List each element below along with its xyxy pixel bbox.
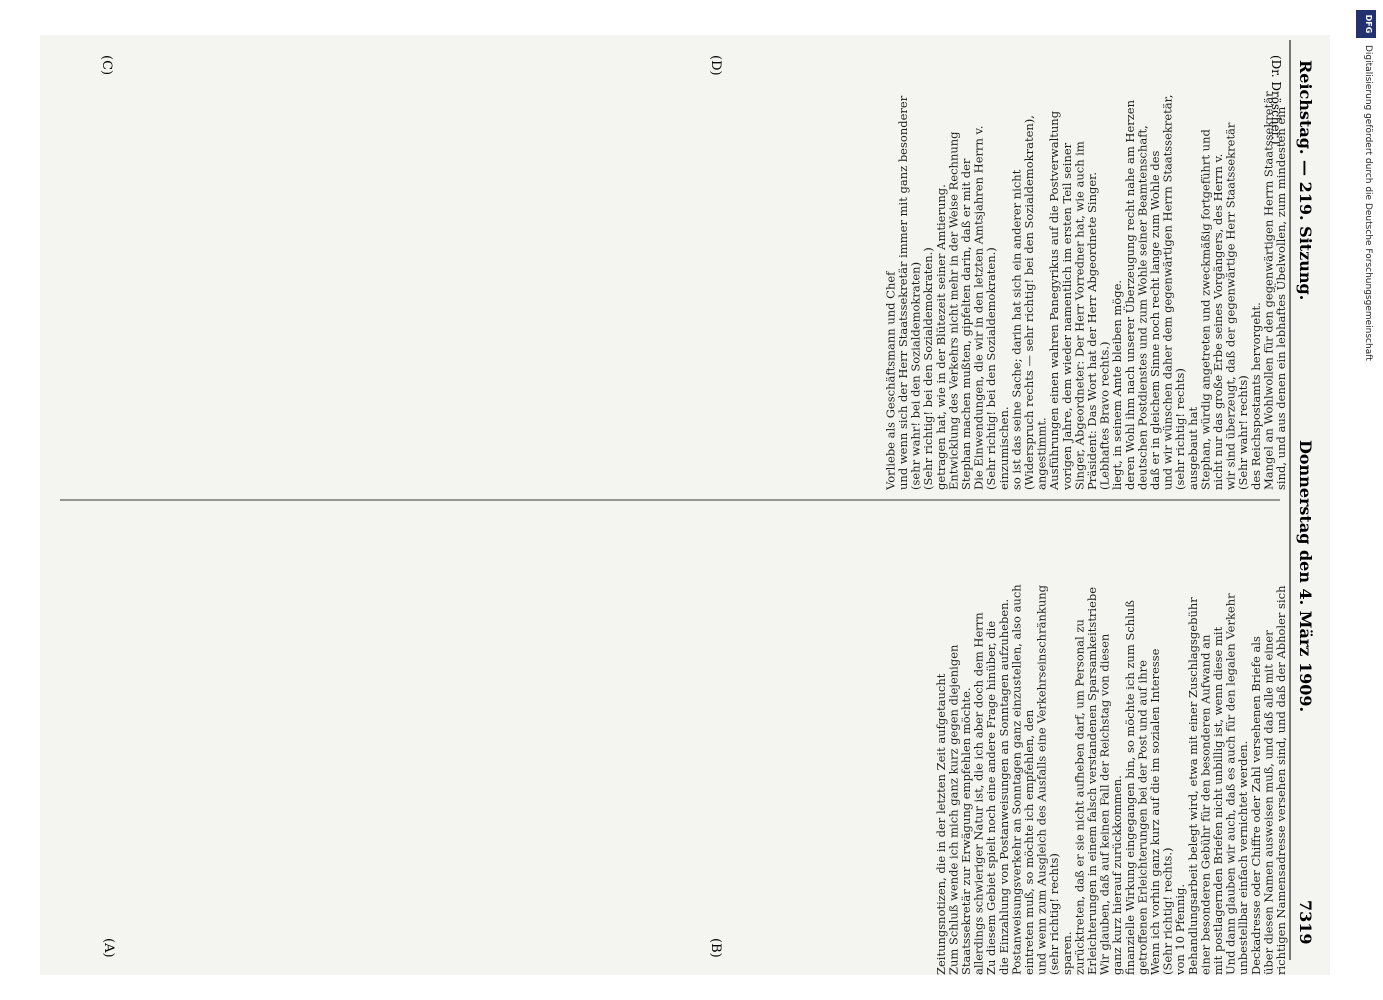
text-line: sind, und aus denen ein lebhaftes Übelwollen, zum mindesten ein bbox=[1274, 106, 1288, 490]
text-line: mit postlagernden Briefen nicht unbillig ist, wenn diese mit bbox=[1211, 626, 1225, 975]
text-line: Behandlungsarbeit belegt wird, etwa mit einer Zuschlagsgebühr bbox=[1185, 597, 1200, 975]
text-line: (Sehr wahr! rechts) bbox=[1236, 375, 1251, 490]
text-line: einer besonderen Gebühr für den besonderen Aufwand an bbox=[1198, 634, 1213, 975]
text-line: einzumischen. bbox=[996, 406, 1011, 490]
text-line: Deckadresse oder Chiffre oder Zahl versehenen Briefe als bbox=[1248, 636, 1263, 975]
text-line: unbestellbar einfach vernichtet werden. bbox=[1236, 740, 1251, 975]
text-line: getroffenen Erleichterungen bei der Post und auf ihre bbox=[1135, 660, 1150, 975]
text-line: Stephan machen mußten, gipfelten darin, daß er mit der bbox=[959, 158, 973, 490]
text-line: ganz kurz hierauf zurückkommen. bbox=[1110, 775, 1125, 975]
text-line: Zu diesem Gebiet spielt noch eine andere Frage hinüber, die bbox=[984, 620, 999, 975]
page-number: 7319 bbox=[1296, 900, 1315, 945]
text-line: angestimmt. bbox=[1034, 417, 1049, 490]
text-line: Entwicklung des Verkehrs nicht mehr in der Weise Rechnung bbox=[946, 131, 961, 490]
text-line: die Einzahlung von Postanweisungen an Sonntagen aufzuheben. bbox=[996, 598, 1011, 975]
text-line: vorigen Jahre, dem wieder namentlich im ersten Teil seiner bbox=[1059, 142, 1074, 490]
running-head-center: Donnerstag den 4. März 1909. bbox=[1296, 440, 1315, 713]
text-line: liegt, in seinem Amte bleiben möge. bbox=[1110, 279, 1125, 490]
text-line: Postanweisungsverkehr an Sonntagen ganz einzustellen, also auch bbox=[1009, 584, 1024, 975]
margin-mark-a: (A) bbox=[101, 938, 116, 958]
text-line: eintreten muß, so möchte ich empfehlen, den bbox=[1022, 709, 1036, 975]
text-line: wir sind überzeugt, daß der gegenwärtige Herr Staatssekretär bbox=[1223, 122, 1238, 490]
text-line: Die Einwendungen, die wir in den letzten Amtsjahren Herrn v. bbox=[971, 125, 986, 490]
text-line: allerdings schwieriger Natur ist, die ich aber doch dem Herrn bbox=[971, 612, 986, 975]
text-line: Und dann glauben wir auch, daß es auch für den legalen Verkehr bbox=[1223, 593, 1238, 975]
text-line: so ist das seine Sache; darin hat sich ein anderer nicht bbox=[1009, 169, 1024, 490]
text-line: deren Wohl ihm nach unserer Überzeugung recht nahe am Herzen bbox=[1122, 99, 1137, 490]
text-line: deutschen Postdienstes und zum Wohle seiner Beamtenschaft, bbox=[1135, 125, 1150, 490]
margin-mark-d: (D) bbox=[708, 55, 723, 76]
text-line: daß er in gleichem Sinne noch recht lange zum Wohle des bbox=[1148, 150, 1162, 490]
text-line: und wenn sich der Herr Staatssekretär immer mit ganz besonderer bbox=[896, 95, 910, 490]
text-line: (sehr richtig! rechts) bbox=[1173, 368, 1188, 490]
attribution: Digitalisierung gefördert durch die Deutsche Forschungsgemeinschaft bbox=[1363, 45, 1373, 361]
text-line: Stephan, würdig angetreten und zweckmäßig fortgeführt und bbox=[1198, 129, 1213, 490]
text-line: ausgebaut hat bbox=[1185, 406, 1200, 490]
speaker-running-head: (Dr. Dröscher.) bbox=[1269, 55, 1283, 145]
text-line: nicht nur das große Erbe seines Vorgängers, des Herrn v. bbox=[1211, 153, 1225, 490]
text-line: (Sehr richtig! bei den Sozialdemokraten.) bbox=[921, 247, 936, 490]
text-line: (Sehr richtig! bei den Sozialdemokraten.) bbox=[984, 247, 999, 490]
text-line: und wenn zum Ausgleich des Ausfalls eine Verkehrseinschränkung bbox=[1034, 584, 1049, 975]
text-line: getragen hat, wie in der Blütezeit seiner Amtierung. bbox=[933, 184, 948, 490]
dfg-badge: DFG bbox=[1364, 14, 1373, 34]
text-line: (sehr richtig! rechts) bbox=[1047, 853, 1062, 975]
text-line: (sehr wahr! bei den Sozialdemokraten) bbox=[908, 261, 923, 490]
margin-mark-b: (B) bbox=[708, 938, 723, 958]
text-line: von 10 Pfennig. bbox=[1173, 883, 1188, 975]
text-line: Mangel an Wohlwollen für den gegenwärtigen Herrn Staatssekretär bbox=[1261, 91, 1276, 490]
text-line: Erleichterungen in einem falsch verstandenen Sparsamkeitstriebe bbox=[1085, 586, 1099, 975]
text-line: über diesen Namen ausweisen muß, und daß alle mit einer bbox=[1261, 630, 1276, 975]
text-line: Zum Schluß wende ich mich ganz kurz gegen diejenigen bbox=[946, 644, 961, 975]
text-line: Singer, Abgeordneter: Der Herr Vorredner hat, wie auch im bbox=[1072, 141, 1087, 490]
left-column-text bbox=[934, 584, 1288, 976]
text-line: richtigen Namensadresse versehen sind, und daß der Abholer sich bbox=[1274, 585, 1288, 975]
text-line: (Lebhaftes Bravo rechts.) bbox=[1097, 341, 1112, 490]
text-line: Wir glauben, daß auf keinen Fall der Reichstag von diesen bbox=[1097, 633, 1112, 975]
text-line: und wir wünschen daher dem gegenwärtigen Herrn Staatssekretär, bbox=[1160, 94, 1175, 490]
text-line: Präsident: Das Wort hat der Herr Abgeordnete Singer. bbox=[1085, 171, 1099, 490]
running-head-left: Reichstag. — 219. Sitzung. bbox=[1296, 60, 1315, 301]
text-line: Vorliebe als Geschäftsmann und Chef bbox=[883, 271, 898, 490]
margin-mark-c: (C) bbox=[99, 55, 114, 76]
text-line: finanzielle Wirkung eingegangen bin, so möchte ich zum Schluß bbox=[1122, 600, 1137, 975]
text-line: Staatssekretär zur Erwägung empfehlen möchte. bbox=[959, 687, 973, 975]
text-line: des Reichspostamts hervorgeht. bbox=[1248, 302, 1263, 490]
text-line: (Widerspruch rechts — sehr richtig! bei den Sozialdemokraten), bbox=[1022, 115, 1036, 490]
text-line: Wenn ich vorhin ganz kurz auf die im sozialen Interesse bbox=[1148, 648, 1162, 975]
text-line: sparen. bbox=[1059, 931, 1074, 975]
text-line: (Sehr richtig! rechts.) bbox=[1160, 847, 1175, 975]
text-line: zurücktreten, daß er sie nicht aufheben darf, um Personal zu bbox=[1072, 619, 1087, 975]
text-line: Zeitungsnotizen, die in der letzten Zeit aufgetaucht bbox=[933, 673, 948, 975]
text-line: Ausführungen einen wahren Panegyrikus auf die Postverwaltung bbox=[1047, 110, 1062, 490]
